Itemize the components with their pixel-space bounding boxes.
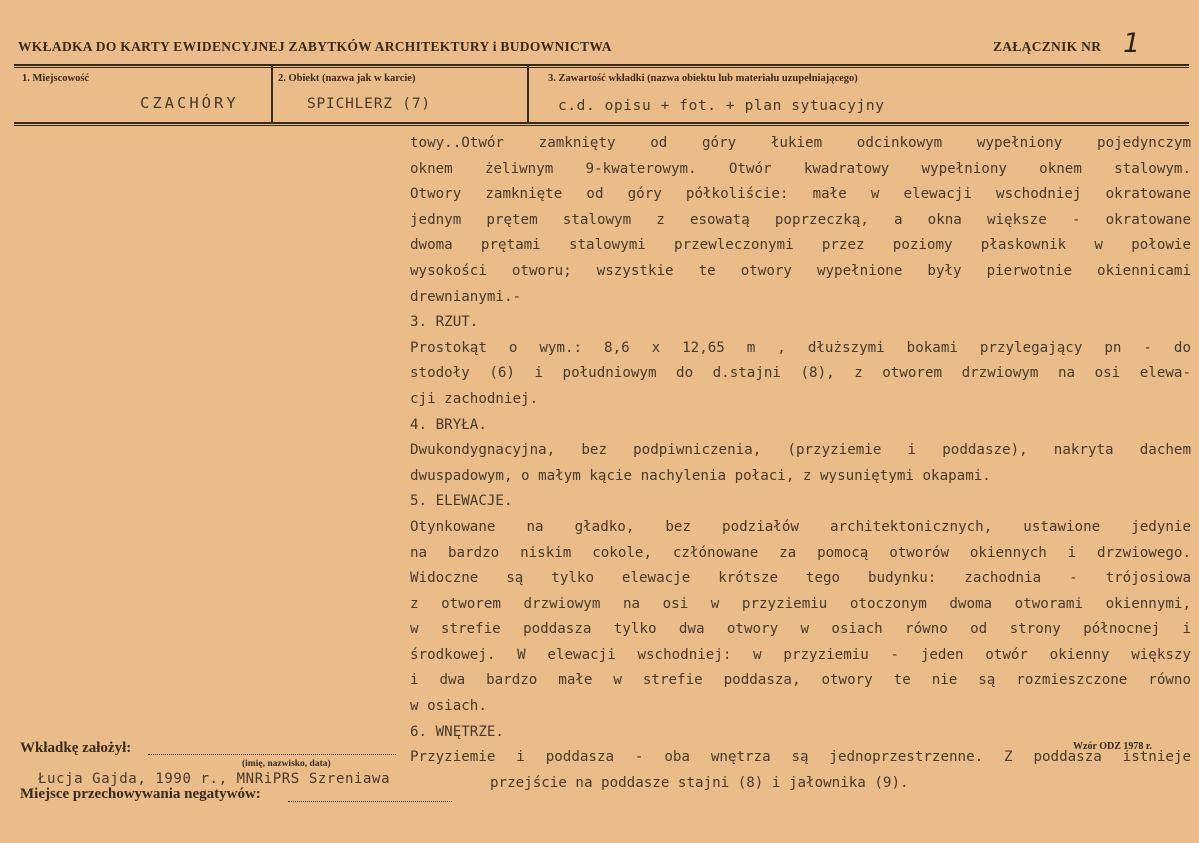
description-line: 4. BRYŁA. (410, 416, 487, 433)
field-1-value: CZACHÓRY (140, 94, 239, 112)
fields-rule-bottom (14, 122, 1189, 124)
description-line: środkowej. W elewacji wschodniej: w przyziemiu - jeden otwór okienny większy (410, 646, 1191, 663)
description-line: dwuspadowym, o małym kącie nachylenia połaci, z wysuniętymi okapami. (410, 467, 991, 484)
form-title: WKŁADKA DO KARTY EWIDENCYJNEJ ZABYTKÓW ARCHITEKTURY i BUDOWNICTWA (18, 39, 612, 54)
description-line: cji zachodniej. (410, 390, 539, 407)
description-line: Otynkowane na gładko, bez podziałów architektonicznych, ustawione jedynie (410, 518, 1191, 535)
header-rule-top-2 (14, 67, 1189, 68)
description-line: w strefie poddasza tylko dwa otwory w osiach równo od strony północnej i (410, 621, 1191, 638)
description-line: 5. ELEWACJE. (410, 493, 513, 510)
description-line: Widoczne są tylko elewacje krótsze tego budynku: zachodnia - trójosiowa (410, 570, 1191, 587)
description-line: i dwa bardzo małe w strefie poddasza, otwory te nie są rozmieszczone równo (410, 672, 1191, 689)
created-by-caption: (imię, nazwisko, data) (242, 759, 331, 769)
description-line: dwoma prętami stalowymi przewleczonymi przez poziomy płaskownik w połowie (410, 237, 1191, 254)
annex-label: ZAŁĄCZNIK NR (993, 39, 1102, 54)
created-by-label: Wkładkę założył: (20, 740, 132, 756)
description-line: Prostokąt o wym.: 8,6 x 12,65 m , dłuższymi bokami przylegający pn - do (410, 339, 1191, 356)
description-line: 6. WNĘTRZE. (410, 723, 504, 740)
field-3-value: c.d. opisu + fot. + plan sytuacyjny (558, 98, 885, 114)
field-3-label: 3. Zawartość wkładki (nazwa obiektu lub materiału uzupełniającego) (548, 73, 858, 84)
description-line: Przyziemie i poddasza - oba wnętrza są jednoprzestrzenne. Z poddasza istnieje (410, 749, 1191, 766)
created-by-dotline (148, 754, 396, 755)
description-line: Otwory zamknięte od góry półkoliście: małe w elewacji wschodniej okratowane (410, 186, 1191, 203)
description-line: w osiach. (410, 698, 487, 715)
field-divider-1 (271, 66, 273, 123)
form-code: Wzór ODZ 1978 r. (1073, 741, 1152, 752)
fields-rule-bottom-2 (14, 125, 1189, 126)
field-1-label: 1. Miejscowość (22, 73, 90, 84)
description-line: Dwukondygnacyjna, bez podpiwniczenia, (przyziemie i poddasze), nakryta dachem (410, 442, 1191, 459)
created-by-value: Łucja Gajda, 1990 r., MNRiPRS Szreniawa (38, 771, 391, 787)
description-line: towy..Otwór zamknięty od góry łukiem odcinkowym wypełniony pojedynczym (410, 135, 1191, 151)
negative-storage-dotline (288, 801, 452, 802)
description-line: stodoły (6) i południowym do d.stajni (8), z otworem drzwiowym na osi elewa- (410, 365, 1191, 382)
field-2-value: SPICHLERZ (7) (307, 96, 431, 112)
negative-storage-label: Miejsce przechowywania negatywów: (20, 786, 261, 802)
field-2-label: 2. Obiekt (nazwa jak w karcie) (278, 73, 416, 84)
description-line: oknem żeliwnym 9-kwaterowym. Otwór kwadratowy wypełniony oknem stalowym. (410, 160, 1191, 177)
description-line: przejście na poddasze stajni (8) i jałownika (9). (490, 774, 909, 791)
description-text (410, 131, 1191, 796)
annex-number: 1 (1123, 28, 1141, 59)
description-line: jednym prętem stalowym z esowatą poprzeczką, a okna większe - okratowane (410, 211, 1191, 228)
field-divider-2 (527, 66, 529, 123)
header-rule-top (14, 64, 1189, 66)
description-line: drewnianymi.- (410, 288, 522, 305)
description-line: na bardzo niskim cokole, człónowane za pomocą otworów okiennych i drzwiowego. (410, 544, 1191, 561)
description-line: 3. RZUT. (410, 314, 479, 331)
description-line: wysokości otworu; wszystkie te otwory wypełnione były pierwotnie okiennicami (410, 262, 1191, 279)
description-line: z otworem drzwiowym na osi w przyziemiu otoczonym dwoma otworami okiennymi, (410, 595, 1191, 612)
